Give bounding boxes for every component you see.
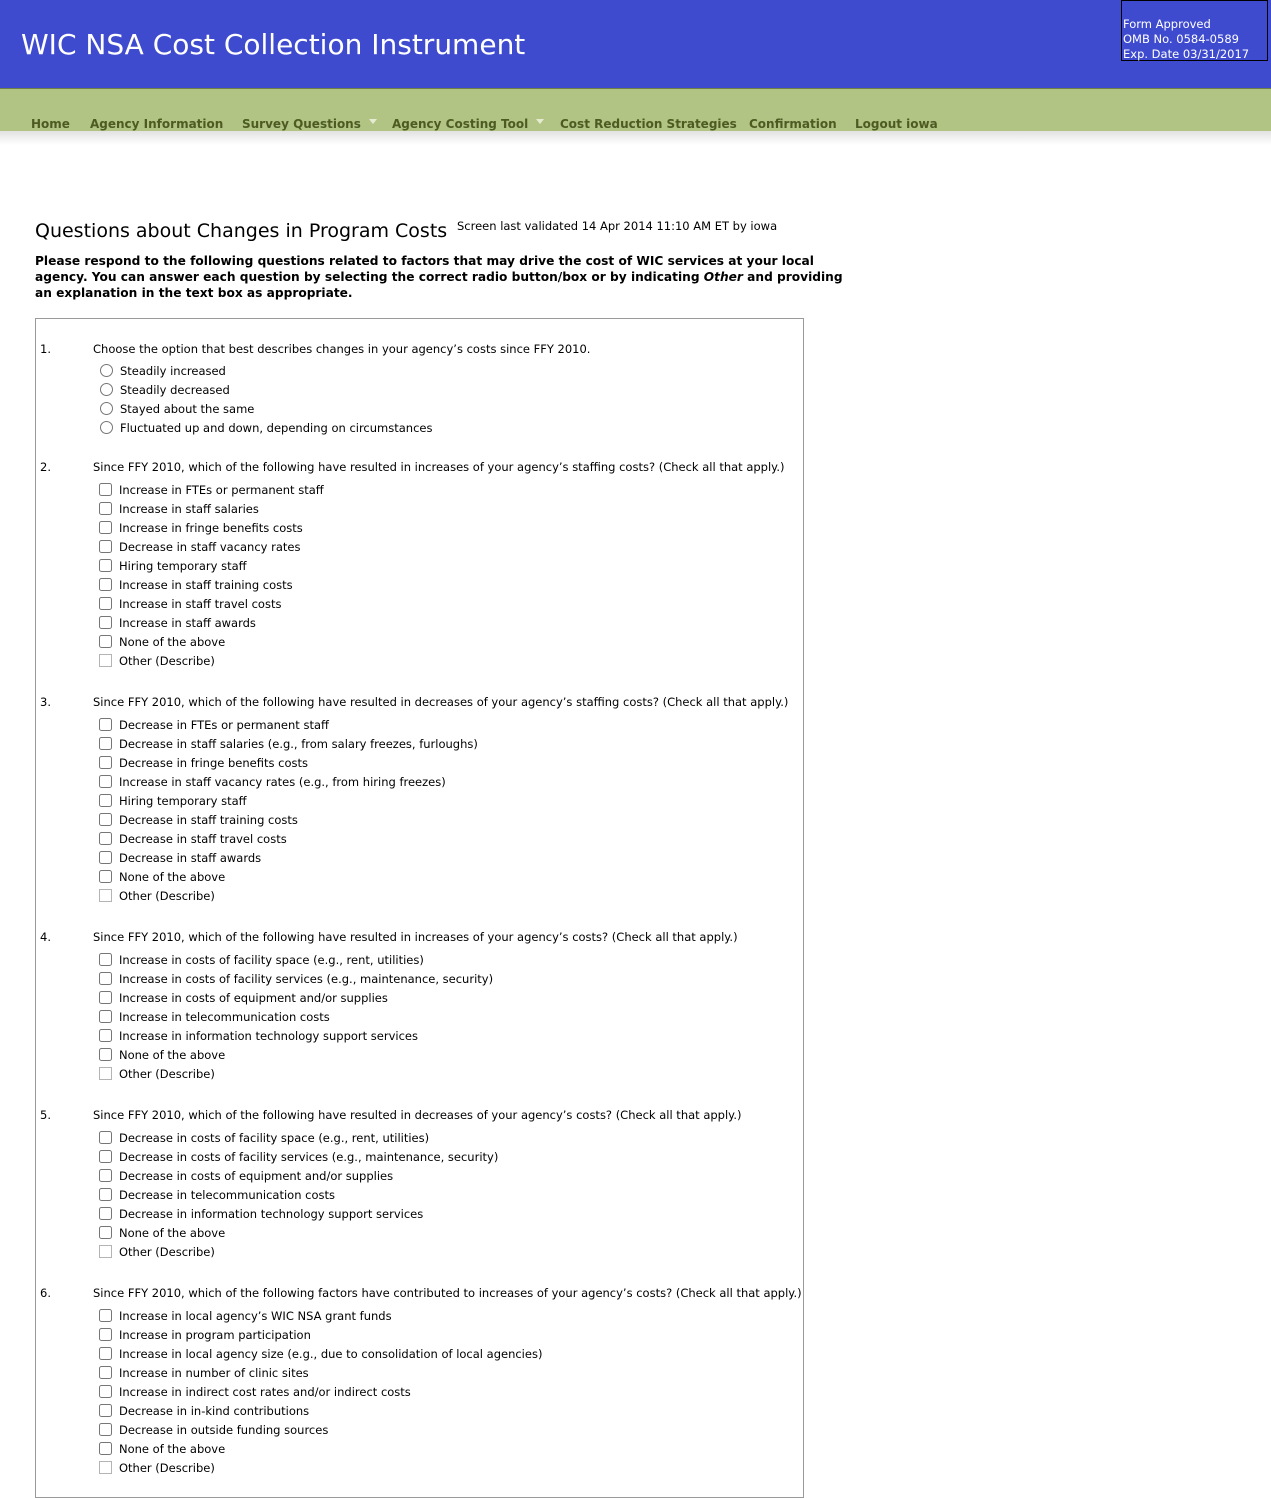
- checkbox[interactable]: [99, 1010, 112, 1023]
- radio-button[interactable]: [100, 383, 113, 396]
- nav-logout-label: Logout iowa: [855, 117, 938, 131]
- option-label: Steadily increased: [120, 364, 226, 378]
- checkbox[interactable]: [99, 521, 112, 534]
- option-label: Increase in telecommunication costs: [119, 1010, 330, 1024]
- option-label: Increase in local agency’s WIC NSA grant funds: [119, 1309, 392, 1323]
- instructions: [35, 253, 855, 301]
- checkbox[interactable]: [99, 635, 112, 648]
- checkbox[interactable]: [99, 1029, 112, 1042]
- option-label: None of the above: [119, 1442, 226, 1456]
- nav-agency-information-label: Agency Information: [90, 117, 224, 131]
- checkbox[interactable]: [99, 483, 112, 496]
- nav-survey-questions-label: Survey Questions: [242, 117, 361, 131]
- checkbox[interactable]: [99, 953, 112, 966]
- question-number: 3.: [40, 695, 51, 709]
- last-validated-text: Screen last validated 14 Apr 2014 11:10 AM ET by iowa: [457, 219, 778, 233]
- option-label: None of the above: [119, 870, 226, 884]
- checkbox[interactable]: [99, 1226, 112, 1239]
- option-label: Decrease in staff travel costs: [119, 832, 287, 846]
- omb-expiration-date: Exp. Date 03/31/2017: [1123, 47, 1250, 61]
- other-describe-input[interactable]: [99, 1067, 112, 1080]
- checkbox[interactable]: [99, 1131, 112, 1144]
- option-label: Fluctuated up and down, depending on circumstances: [120, 421, 433, 435]
- option-label: Increase in staff awards: [119, 616, 256, 630]
- option-label: Increase in number of clinic sites: [119, 1366, 309, 1380]
- nav-home[interactable]: [31, 116, 70, 132]
- checkbox[interactable]: [99, 1366, 112, 1379]
- checkbox[interactable]: [99, 597, 112, 610]
- option-label: Decrease in staff vacancy rates: [119, 540, 301, 554]
- option-label: Stayed about the same: [120, 402, 255, 416]
- option-label: Decrease in staff salaries (e.g., from salary freezes, furloughs): [119, 737, 478, 751]
- instructions-text-end: and providing an explanation in the text box as appropriate.: [35, 270, 843, 300]
- other-describe-input[interactable]: [99, 1245, 112, 1258]
- checkbox[interactable]: [99, 794, 112, 807]
- question-text: Since FFY 2010, which of the following have resulted in increases of your agency’s staffing costs? (Check all that apply.): [93, 460, 785, 474]
- question-number: 2.: [40, 460, 51, 474]
- checkbox[interactable]: [99, 1328, 112, 1341]
- option-label: Increase in costs of facility services (e.g., maintenance, security): [119, 972, 494, 986]
- option-label: Decrease in in-kind contributions: [119, 1404, 310, 1418]
- other-describe-input[interactable]: [99, 1461, 112, 1474]
- option-label: Other (Describe): [119, 889, 215, 903]
- checkbox[interactable]: [99, 851, 112, 864]
- checkbox[interactable]: [99, 737, 112, 750]
- option-label: Other (Describe): [119, 1067, 215, 1081]
- question-number: 4.: [40, 930, 51, 944]
- option-label: Decrease in FTEs or permanent staff: [119, 718, 329, 732]
- question-text: Since FFY 2010, which of the following have resulted in decreases of your agency’s costs? (Check all that apply.): [93, 1108, 742, 1122]
- checkbox[interactable]: [99, 1048, 112, 1061]
- instructions-other-emphasis: Other: [703, 270, 743, 284]
- question-number: 5.: [40, 1108, 51, 1122]
- question-text: Since FFY 2010, which of the following have resulted in increases of your agency’s costs? (Check all that apply.): [93, 930, 738, 944]
- nav-survey-questions[interactable]: [242, 116, 377, 132]
- option-label: Decrease in information technology support services: [119, 1207, 424, 1221]
- question-text: Choose the option that best describes changes in your agency’s costs since FFY 2010.: [93, 342, 591, 356]
- option-label: Hiring temporary staff: [119, 559, 247, 573]
- option-label: Increase in fringe benefits costs: [119, 521, 303, 535]
- option-label: Other (Describe): [119, 1461, 215, 1475]
- checkbox[interactable]: [99, 756, 112, 769]
- question-text: Since FFY 2010, which of the following have resulted in decreases of your agency’s staffing costs? (Check all that apply.): [93, 695, 789, 709]
- checkbox[interactable]: [99, 502, 112, 515]
- checkbox[interactable]: [99, 1347, 112, 1360]
- nav-confirmation-label: Confirmation: [749, 117, 837, 131]
- option-label: Decrease in costs of facility services (e.g., maintenance, security): [119, 1150, 499, 1164]
- checkbox[interactable]: [99, 540, 112, 553]
- chevron-down-icon: [536, 119, 544, 124]
- checkbox[interactable]: [99, 775, 112, 788]
- nav-home-label: Home: [31, 117, 70, 131]
- omb-number: OMB No. 0584-0589: [1123, 32, 1239, 46]
- nav-agency-costing-tool[interactable]: [392, 116, 544, 132]
- option-label: Increase in costs of facility space (e.g., rent, utilities): [119, 953, 424, 967]
- option-label: Decrease in outside funding sources: [119, 1423, 329, 1437]
- option-label: Other (Describe): [119, 1245, 215, 1259]
- checkbox[interactable]: [99, 813, 112, 826]
- option-label: Decrease in telecommunication costs: [119, 1188, 336, 1202]
- question-text: Since FFY 2010, which of the following factors have contributed to increases of your agency’s costs? (Check all that apply.): [93, 1286, 802, 1300]
- checkbox[interactable]: [99, 1404, 112, 1417]
- checkbox[interactable]: [99, 1207, 112, 1220]
- nav-cost-reduction-strategies[interactable]: [560, 116, 737, 132]
- chevron-down-icon: [369, 119, 377, 124]
- checkbox[interactable]: [99, 1188, 112, 1201]
- option-label: Increase in indirect cost rates and/or indirect costs: [119, 1385, 411, 1399]
- option-label: Increase in FTEs or permanent staff: [119, 483, 324, 497]
- checkbox[interactable]: [99, 1150, 112, 1163]
- option-label: Increase in staff vacancy rates (e.g., from hiring freezes): [119, 775, 446, 789]
- nav-agency-information[interactable]: [90, 116, 223, 132]
- option-label: Increase in information technology support services: [119, 1029, 418, 1043]
- radio-button[interactable]: [100, 364, 113, 377]
- option-label: Decrease in costs of facility space (e.g., rent, utilities): [119, 1131, 430, 1145]
- checkbox[interactable]: [99, 1169, 112, 1182]
- checkbox[interactable]: [99, 832, 112, 845]
- checkbox[interactable]: [99, 1423, 112, 1436]
- option-label: Other (Describe): [119, 654, 215, 668]
- checkbox[interactable]: [99, 870, 112, 883]
- nav-shadow: [0, 131, 1271, 145]
- other-describe-input[interactable]: [99, 654, 112, 667]
- option-label: Decrease in staff training costs: [119, 813, 298, 827]
- page-title: Questions about Changes in Program Costs: [35, 220, 448, 242]
- option-label: Increase in staff training costs: [119, 578, 293, 592]
- option-label: Decrease in fringe benefits costs: [119, 756, 308, 770]
- checkbox[interactable]: [99, 616, 112, 629]
- instructions-text: Please respond to the following questions related to factors that may drive the cost of WIC services at your local agency. You can answer each question by selecting the correct radio button/box or by indicating: [35, 254, 814, 284]
- option-label: Increase in staff salaries: [119, 502, 259, 516]
- checkbox[interactable]: [99, 972, 112, 985]
- radio-button[interactable]: [100, 421, 113, 434]
- option-label: None of the above: [119, 1226, 226, 1240]
- option-label: Increase in staff travel costs: [119, 597, 282, 611]
- nav-confirmation[interactable]: [749, 116, 837, 132]
- option-label: None of the above: [119, 1048, 226, 1062]
- omb-form-approved: Form Approved: [1123, 17, 1211, 31]
- checkbox[interactable]: [99, 991, 112, 1004]
- option-label: Increase in costs of equipment and/or supplies: [119, 991, 388, 1005]
- option-label: Decrease in staff awards: [119, 851, 262, 865]
- checkbox[interactable]: [99, 1385, 112, 1398]
- other-describe-input[interactable]: [99, 889, 112, 902]
- nav-agency-costing-tool-label: Agency Costing Tool: [392, 117, 529, 131]
- nav-cost-reduction-strategies-label: Cost Reduction Strategies: [560, 117, 737, 131]
- option-label: None of the above: [119, 635, 226, 649]
- checkbox[interactable]: [99, 578, 112, 591]
- checkbox[interactable]: [99, 718, 112, 731]
- checkbox[interactable]: [99, 559, 112, 572]
- option-label: Steadily decreased: [120, 383, 230, 397]
- nav-logout[interactable]: [855, 116, 938, 132]
- option-label: Increase in local agency size (e.g., due to consolidation of local agencies): [119, 1347, 543, 1361]
- checkbox[interactable]: [99, 1309, 112, 1322]
- option-label: Increase in program participation: [119, 1328, 311, 1342]
- app-title: WIC NSA Cost Collection Instrument: [21, 28, 526, 61]
- option-label: Decrease in costs of equipment and/or supplies: [119, 1169, 394, 1183]
- question-number: 6.: [40, 1286, 51, 1300]
- checkbox[interactable]: [99, 1442, 112, 1455]
- radio-button[interactable]: [100, 402, 113, 415]
- question-number: 1.: [40, 342, 51, 356]
- option-label: Hiring temporary staff: [119, 794, 247, 808]
